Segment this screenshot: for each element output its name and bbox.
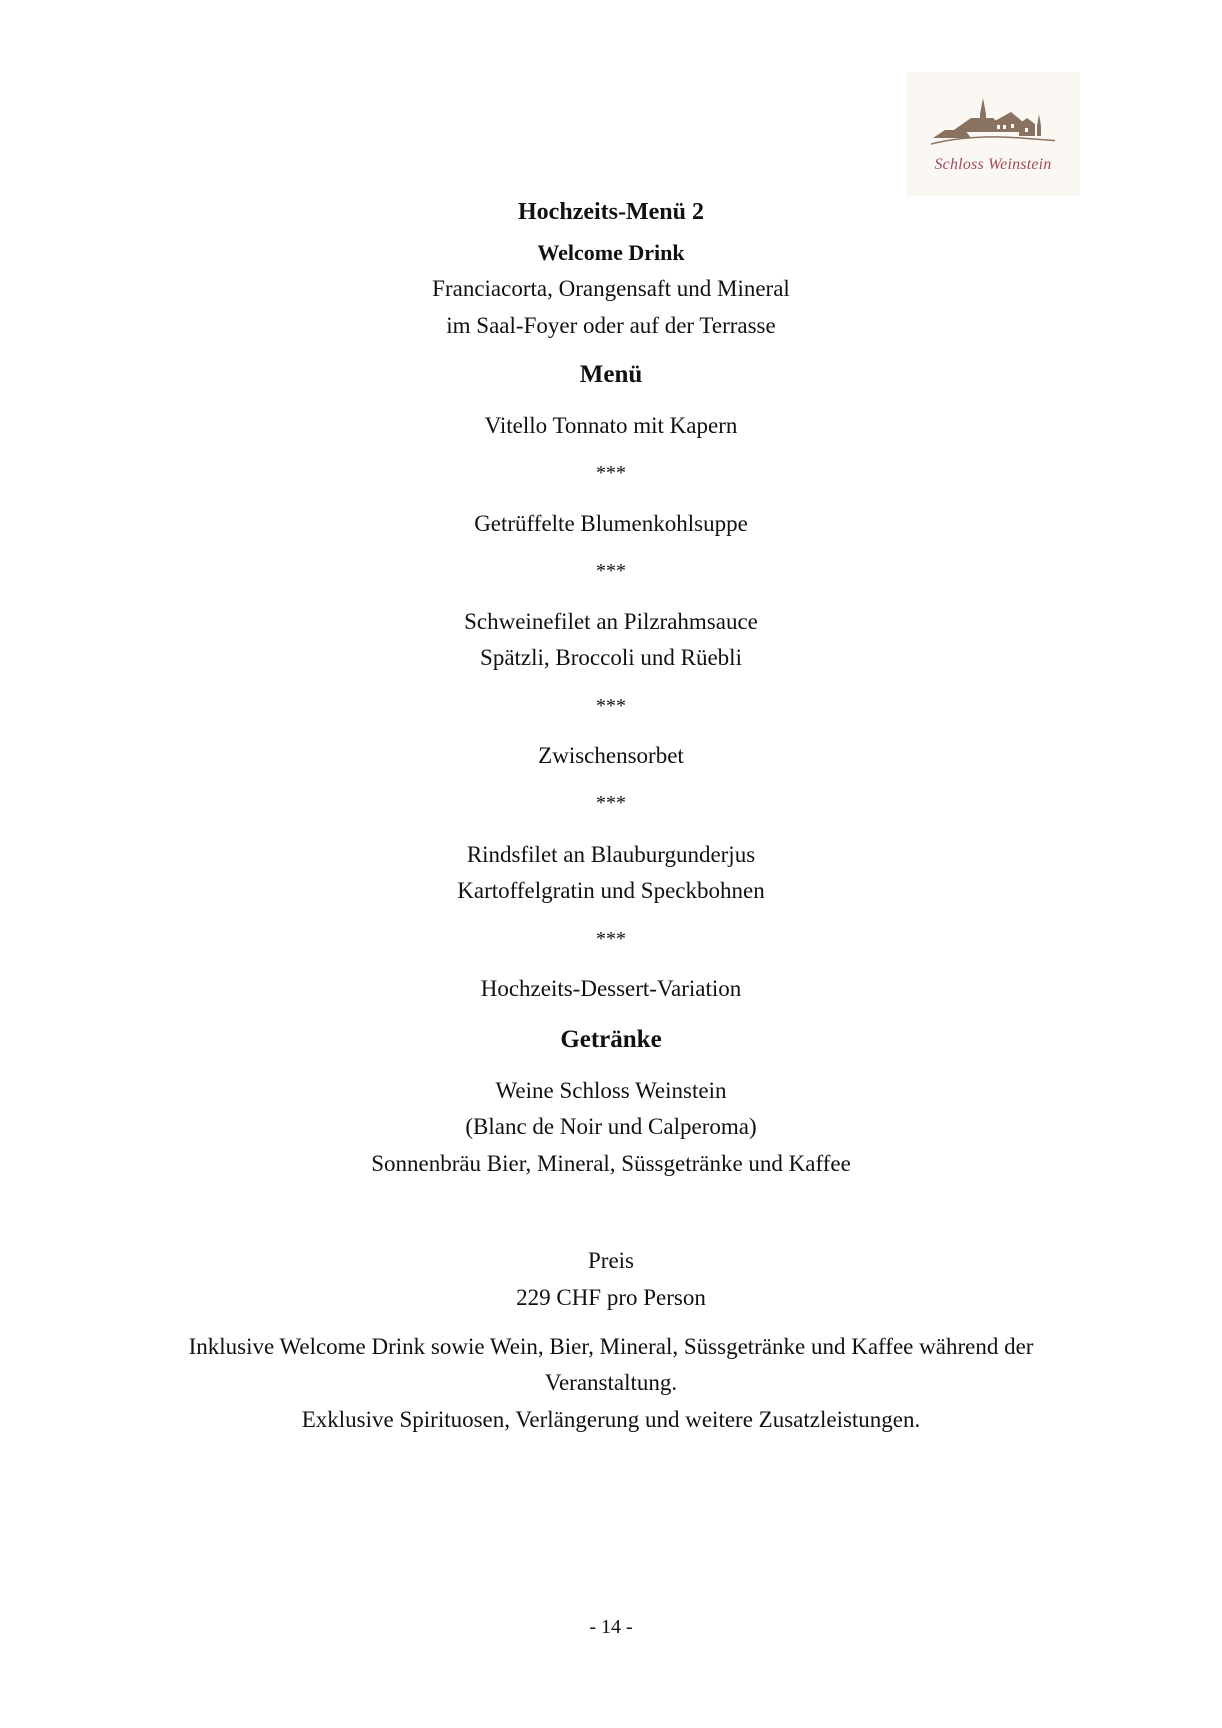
price-inclusions: Inklusive Welcome Drink sowie Wein, Bier, Mineral, Süssgetränke und Kaffee während der [188, 1334, 1034, 1359]
course-separator: *** [596, 792, 626, 814]
course-main-2: Rindsfilet an Blauburgunderjus [466, 842, 756, 867]
course-separator: *** [596, 928, 626, 950]
course-main-1-sides: Spätzli, Broccoli und Rüebli [480, 645, 742, 670]
drinks-other: Sonnenbräu Bier, Mineral, Süssgetränke und Kaffee [371, 1151, 851, 1176]
page-number: - 14 - [589, 1616, 633, 1638]
castle-icon [931, 92, 1055, 154]
course-dessert: Hochzeits-Dessert-Variation [480, 976, 742, 1001]
menu-heading: Menü [579, 361, 643, 388]
course-main-2-sides: Kartoffelgratin und Speckbohnen [457, 878, 765, 903]
course-soup: Getrüffelte Blumenkohlsuppe [474, 511, 748, 536]
price-value: 229 CHF pro Person [516, 1285, 706, 1310]
price-exclusions: Exklusive Spirituosen, Verlängerung und weitere Zusatzleistungen. [301, 1407, 921, 1432]
schloss-weinstein-logo [906, 72, 1080, 196]
drinks-wine: Weine Schloss Weinstein [495, 1078, 727, 1103]
logo-text: Schloss Weinstein [934, 156, 1052, 173]
drinks-heading: Getränke [560, 1026, 662, 1053]
menu-title: Hochzeits-Menü 2 [518, 199, 704, 225]
course-sorbet: Zwischensorbet [538, 743, 684, 768]
price-inclusions-cont: Veranstaltung. [544, 1370, 678, 1395]
course-separator: *** [596, 560, 626, 582]
course-separator: *** [596, 462, 626, 484]
welcome-drink-heading: Welcome Drink [537, 240, 685, 265]
welcome-drink-line: Franciacorta, Orangensaft und Mineral [432, 276, 790, 301]
course-separator: *** [596, 695, 626, 717]
course-starter: Vitello Tonnato mit Kapern [484, 413, 738, 438]
welcome-drink-location: im Saal-Foyer oder auf der Terrasse [446, 313, 776, 338]
price-label: Preis [588, 1248, 634, 1273]
drinks-wine-types: (Blanc de Noir und Calperoma) [465, 1114, 757, 1139]
course-main-1: Schweinefilet an Pilzrahmsauce [464, 609, 758, 634]
